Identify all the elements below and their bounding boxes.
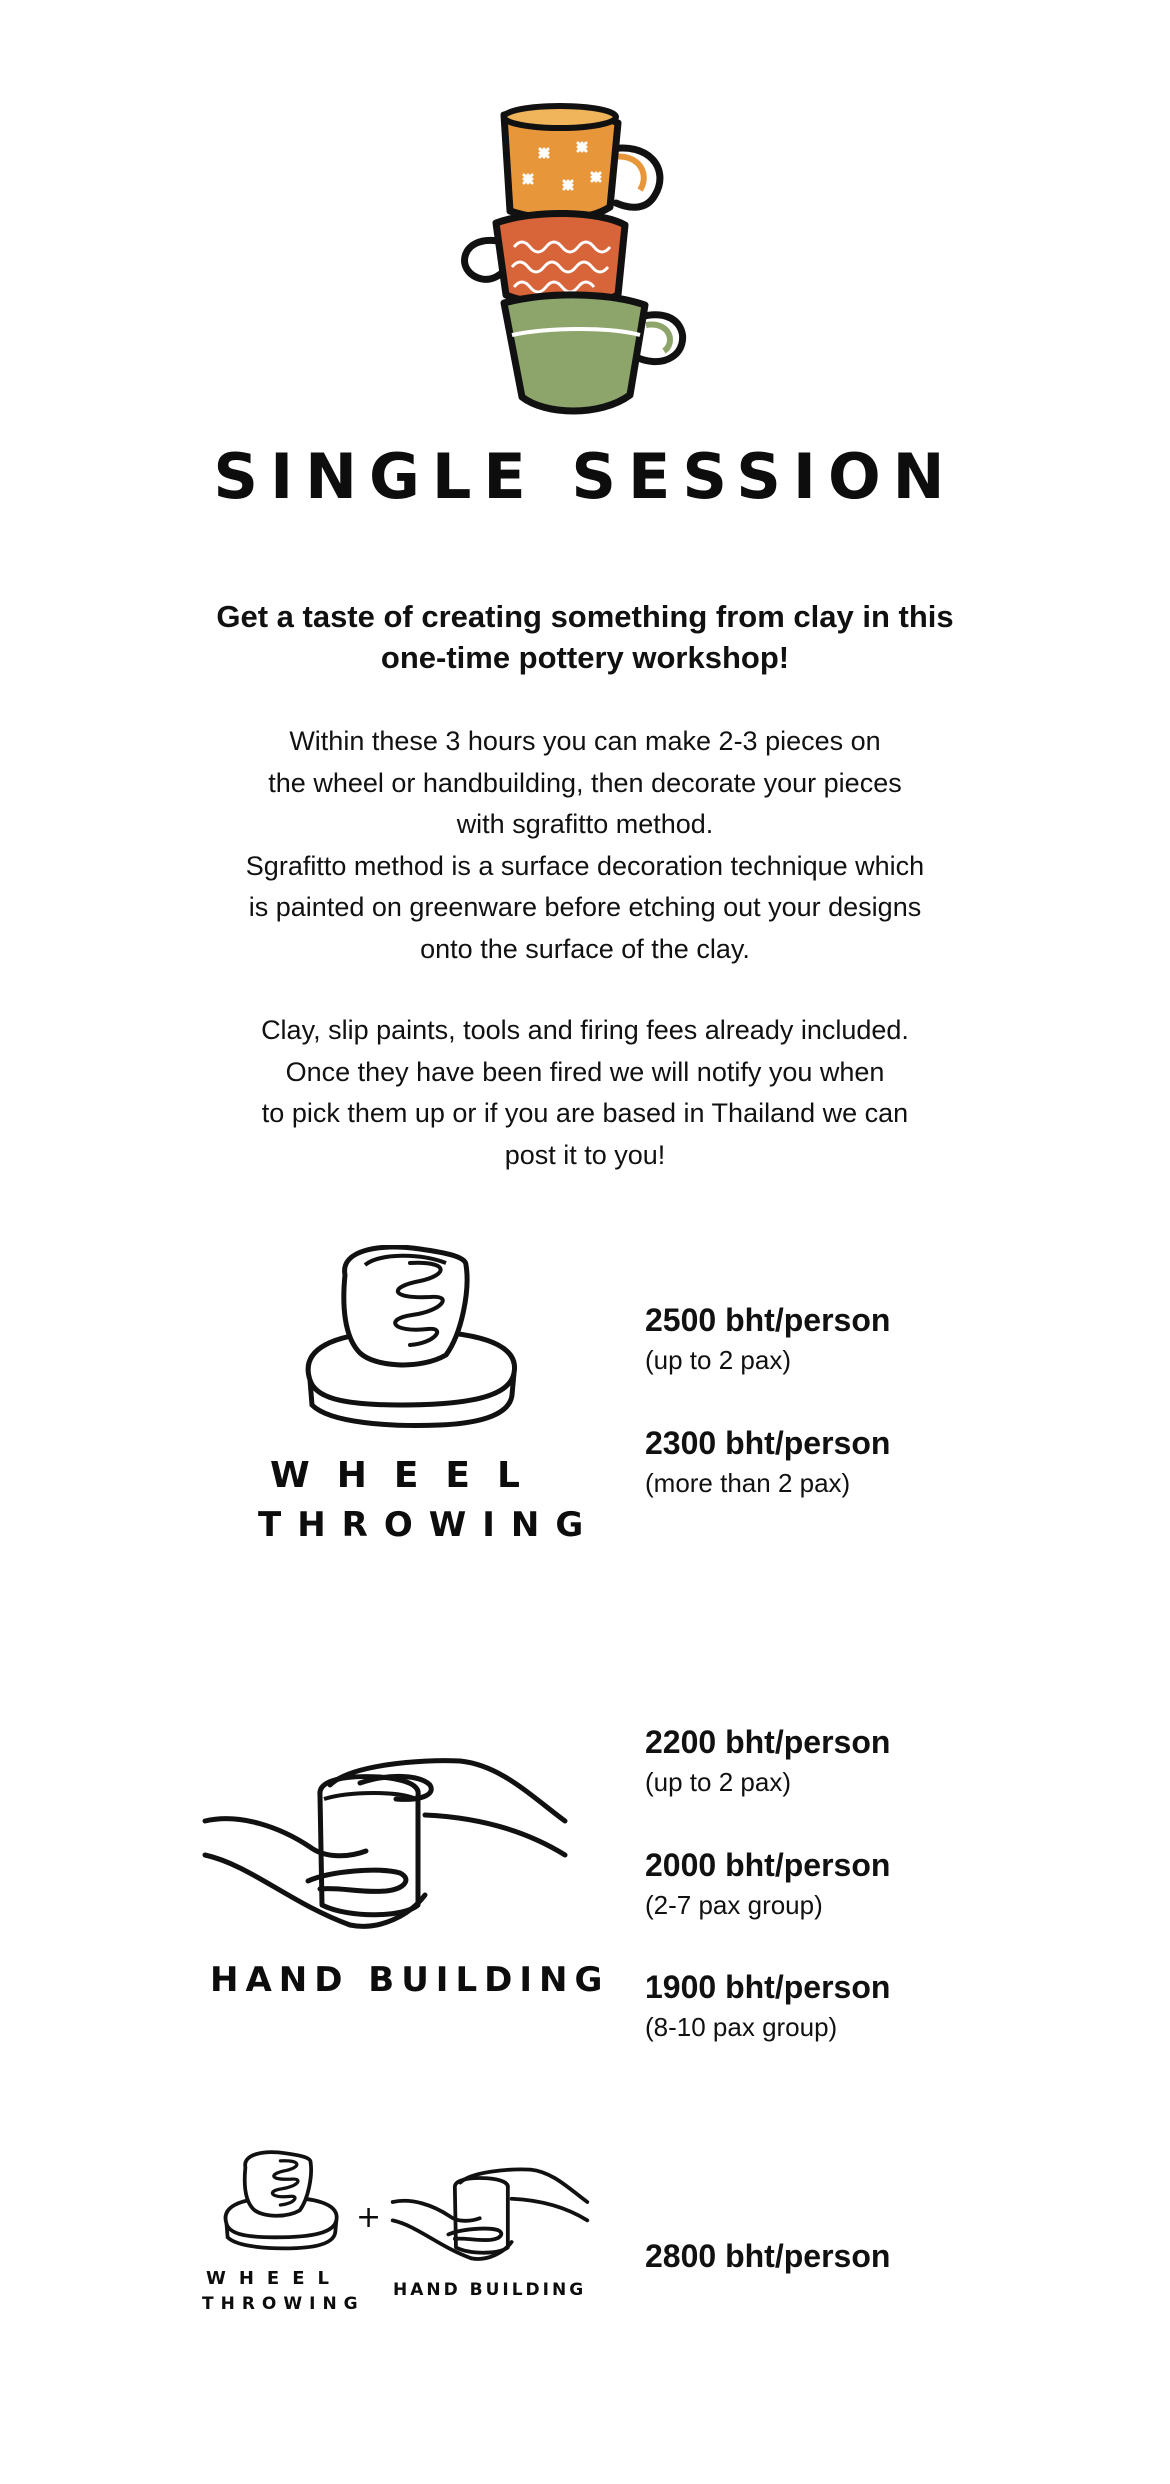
paragraph-line: to pick them up or if you are based in Thailand we can	[261, 1098, 909, 1128]
stacked-cups-icon	[440, 95, 700, 435]
price-item	[645, 1300, 890, 1378]
wheel-throwing-label-line-2: THROWING	[258, 1505, 600, 1545]
combo-hand-building-label: HAND BUILDING	[393, 2280, 587, 2300]
price-item	[645, 1967, 890, 2045]
paragraph-line: Once they have been fired we will notify you when	[285, 1056, 885, 1087]
paragraph-line: is painted on greenware before etching out your designs	[248, 892, 922, 922]
price-item	[645, 2236, 890, 2276]
paragraph-line: Within these 3 hours you can make 2-3 pieces on	[289, 726, 881, 756]
paragraph-line: onto the surface of the clay.	[420, 933, 750, 964]
intro-lead: Get a taste of creating something from clay in this one-time pottery workshop!	[216, 599, 954, 675]
hand-building-label: HAND BUILDING	[210, 1960, 610, 2000]
top-cup	[504, 106, 660, 219]
page-title: SINGLE SESSION	[213, 440, 957, 513]
price-note: (up to 2 pax)	[645, 1345, 791, 1375]
price-note: (2-7 pax group)	[645, 1890, 823, 1920]
price-item	[645, 1845, 890, 1923]
price-label: 2000 bht/person	[645, 1847, 891, 1883]
paragraph-line: Clay, slip paints, tools and firing fees already included.	[261, 1015, 909, 1045]
bottom-cup	[504, 295, 683, 411]
hands-holding-cup-icon	[200, 1755, 570, 1935]
price-item	[645, 1423, 890, 1501]
wheel-throwing-label-line-1: WHEEL	[270, 1455, 547, 1496]
paragraph-line: with sgrafitto method.	[456, 809, 714, 839]
pottery-wheel-icon	[205, 2150, 345, 2260]
price-label: 2300 bht/person	[645, 1425, 891, 1461]
intro-paragraph-1	[160, 721, 1010, 970]
paragraph-line: the wheel or handbuilding, then decorate your pieces	[268, 767, 902, 798]
pottery-wheel-icon	[270, 1245, 530, 1445]
price-note: (up to 2 pax)	[645, 1767, 791, 1797]
combo-wheel-label-line-1: WHEEL	[206, 2268, 342, 2289]
price-label: 2500 bht/person	[645, 1302, 891, 1338]
hands-holding-cup-icon	[390, 2165, 590, 2265]
price-item	[645, 1722, 890, 1800]
intro-paragraph-2	[160, 1010, 1010, 1176]
plus-sign: +	[356, 2200, 382, 2235]
combo-wheel-label-line-2: THROWING	[202, 2294, 365, 2314]
price-label: 2200 bht/person	[645, 1724, 891, 1760]
price-note: (more than 2 pax)	[645, 1468, 851, 1498]
price-note: (8-10 pax group)	[645, 2012, 838, 2042]
paragraph-line: Sgrafitto method is a surface decoration technique which	[245, 850, 925, 881]
price-label: 1900 bht/person	[645, 1969, 891, 2005]
price-label: 2800 bht/person	[645, 2238, 891, 2274]
middle-cup	[465, 213, 625, 304]
paragraph-line: post it to you!	[504, 1139, 666, 1170]
